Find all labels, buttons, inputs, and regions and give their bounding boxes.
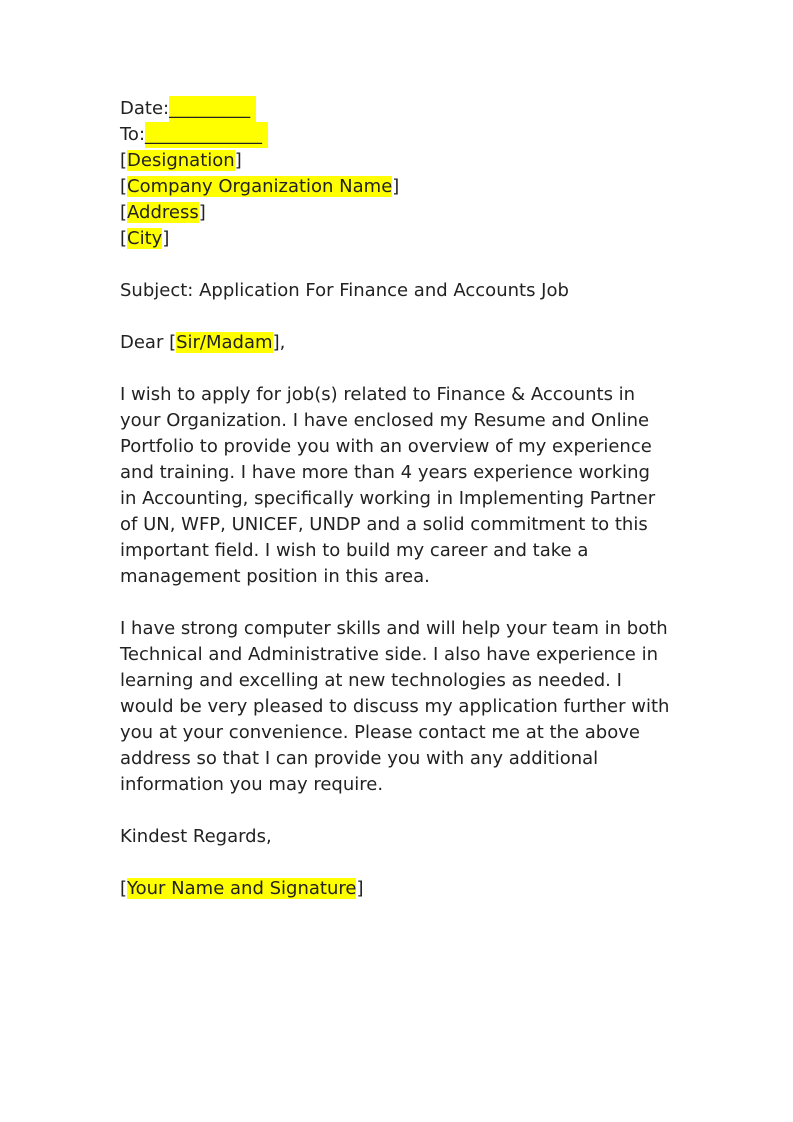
body-paragraph-2: I have strong computer skills and will help your team in both Technical and Administrative side. I also have experience in learning and excelling at new technologies as needed. I would be very pleased to discuss my application further with you at your convenience. Please contact me at the above address so that I can provide you with any additional information you may require. [120, 618, 670, 795]
spacer [120, 850, 670, 876]
signature-line [120, 876, 670, 902]
bracket-close: ] [162, 228, 170, 249]
bracket-close: ] [356, 878, 364, 899]
bracket-open: [ [120, 176, 128, 197]
to-label: To: [120, 124, 146, 145]
address-line [120, 200, 670, 226]
bracket-open: [ [120, 228, 128, 249]
city-field[interactable]: City [127, 228, 163, 249]
salutation-name-field[interactable]: Sir/Madam [176, 332, 273, 353]
spacer [120, 590, 670, 616]
bracket-open: [ [120, 150, 128, 171]
designation-field[interactable]: Designation [127, 150, 235, 171]
salutation-line [120, 330, 670, 356]
bracket-close: ] [392, 176, 400, 197]
date-line [120, 96, 670, 122]
bracket-open: [ [120, 202, 128, 223]
spacer [120, 356, 670, 382]
subject-line: Subject: Application For Finance and Accounts Job [120, 280, 569, 301]
bracket-open: [ [120, 878, 128, 899]
to-field[interactable]: _____________ [145, 122, 268, 148]
date-label: Date: [120, 98, 170, 119]
signature-field[interactable]: Your Name and Signature [127, 878, 357, 899]
to-line [120, 122, 670, 148]
company-line [120, 174, 670, 200]
date-field[interactable]: _________ [169, 96, 256, 122]
city-line [120, 226, 670, 252]
designation-line [120, 148, 670, 174]
address-field[interactable]: Address [127, 202, 199, 223]
salutation-suffix: ], [272, 332, 286, 353]
spacer [120, 798, 670, 824]
closing-line: Kindest Regards, [120, 826, 272, 847]
salutation-prefix: Dear [ [120, 332, 177, 353]
bracket-close: ] [198, 202, 206, 223]
spacer [120, 304, 670, 330]
bracket-close: ] [234, 150, 242, 171]
body-paragraph-1: I wish to apply for job(s) related to Finance & Accounts in your Organization. I have enclosed my Resume and Online Portfolio to provide you with an overview of my experience and training. I have more than 4 years experience working in Accounting, specifically working in Implementing Partner of UN, WFP, UNICEF, UNDP and a solid commitment to this important field. I wish to build my career and take a management position in this area. [120, 384, 656, 587]
letter-body [120, 96, 670, 902]
company-field[interactable]: Company Organization Name [127, 176, 393, 197]
spacer [120, 252, 670, 278]
